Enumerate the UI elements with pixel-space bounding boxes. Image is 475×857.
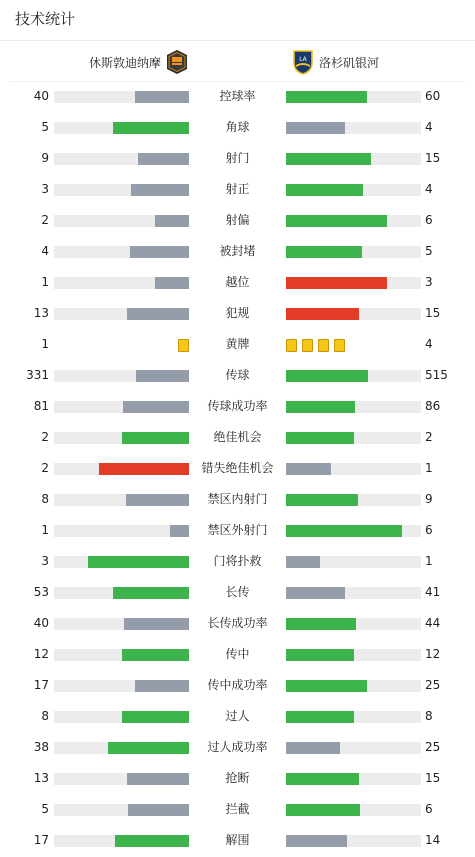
home-stat-bar-fill	[135, 680, 189, 692]
stat-label: 传中	[225, 647, 250, 661]
away-stat-bar-fill	[286, 711, 354, 723]
home-stat-bar	[54, 122, 189, 134]
home-stat-bar-fill	[127, 773, 189, 785]
stat-label: 门将扑救	[213, 554, 262, 568]
stat-row	[0, 515, 475, 546]
page-title: 技术统计	[15, 10, 76, 28]
stat-row	[0, 143, 475, 174]
stat-row	[0, 205, 475, 236]
away-stat-bar	[286, 742, 421, 754]
stat-label: 角球	[225, 120, 250, 134]
home-stat-bar-fill	[155, 277, 189, 289]
away-stat-value: 2	[425, 430, 433, 444]
stat-row	[0, 484, 475, 515]
stat-row	[0, 639, 475, 670]
stat-row	[0, 174, 475, 205]
away-stat-bar-fill	[286, 184, 363, 196]
home-stat-bar	[54, 680, 189, 692]
stat-label: 传球成功率	[207, 399, 268, 413]
away-stat-bar	[286, 308, 421, 320]
away-stat-bar	[286, 215, 421, 227]
away-stat-bar	[286, 587, 421, 599]
away-stat-value: 4	[425, 120, 433, 134]
stat-row	[0, 298, 475, 329]
away-stat-bar	[286, 122, 421, 134]
home-team-name: 休斯敦迪纳摩	[89, 55, 162, 70]
home-stat-value: 5	[41, 802, 49, 816]
home-stat-bar	[54, 649, 189, 661]
home-stat-bar-fill	[128, 804, 189, 816]
away-stat-value: 25	[425, 740, 441, 754]
away-stat-bar	[286, 835, 421, 847]
home-stat-value: 17	[33, 833, 49, 847]
home-stat-bar-fill	[113, 587, 189, 599]
stat-label: 抢断	[225, 771, 250, 785]
home-stat-value: 12	[33, 647, 49, 661]
stat-row	[0, 794, 475, 825]
away-stat-bar-fill	[286, 153, 371, 165]
away-stat-value: 6	[425, 523, 433, 537]
away-stat-bar-fill	[286, 649, 354, 661]
stat-row	[0, 422, 475, 453]
svg-text:LA: LA	[299, 56, 307, 63]
away-stat-bar	[286, 556, 421, 568]
stat-label: 传球	[225, 368, 250, 382]
away-stat-bar	[286, 246, 421, 258]
stat-row	[0, 763, 475, 794]
stat-row	[0, 577, 475, 608]
stat-label: 控球率	[219, 89, 256, 103]
home-stat-bar	[54, 91, 189, 103]
stat-row	[0, 825, 475, 856]
home-stat-bar	[54, 618, 189, 630]
home-stat-bar-fill	[123, 401, 189, 413]
home-stat-value: 13	[33, 771, 49, 785]
home-stat-bar-fill	[135, 91, 189, 103]
home-stat-bar	[54, 153, 189, 165]
yellow-card-icon	[318, 339, 329, 352]
away-stat-value: 12	[425, 647, 441, 661]
away-team-name: 洛杉矶银河	[319, 55, 380, 70]
stat-label: 长传成功率	[207, 616, 268, 630]
home-stat-value: 3	[41, 554, 49, 568]
home-stat-value: 38	[33, 740, 49, 754]
away-yellow-cards	[286, 339, 350, 351]
home-stat-bar	[54, 494, 189, 506]
home-stat-bar	[54, 835, 189, 847]
home-stat-value: 5	[41, 120, 49, 134]
away-team[interactable]	[292, 48, 379, 76]
yellow-card-icon	[302, 339, 313, 352]
stat-label: 绝佳机会	[213, 430, 262, 444]
home-stat-bar	[54, 556, 189, 568]
away-stat-bar-fill	[286, 91, 367, 103]
stat-label: 错失绝佳机会	[201, 461, 274, 475]
home-stat-value: 9	[41, 151, 49, 165]
away-stat-value: 44	[425, 616, 441, 630]
home-stat-bar-fill	[122, 711, 190, 723]
away-stat-value: 15	[425, 771, 441, 785]
home-stat-bar-fill	[131, 184, 189, 196]
home-stat-value: 2	[41, 461, 49, 475]
away-stat-bar	[286, 494, 421, 506]
stat-row	[0, 670, 475, 701]
stat-row	[0, 81, 475, 112]
home-stat-value: 2	[41, 213, 49, 227]
home-stat-value: 8	[41, 709, 49, 723]
away-stat-bar-fill	[286, 463, 331, 475]
home-stat-bar-fill	[108, 742, 189, 754]
away-stat-value: 9	[425, 492, 433, 506]
away-stat-bar	[286, 91, 421, 103]
home-stat-bar-fill	[124, 618, 189, 630]
away-stat-bar-fill	[286, 835, 347, 847]
away-stat-bar-fill	[286, 401, 355, 413]
away-stat-bar	[286, 277, 421, 289]
away-stat-bar	[286, 680, 421, 692]
home-stat-bar	[54, 215, 189, 227]
home-stat-bar	[54, 587, 189, 599]
home-stat-value: 13	[33, 306, 49, 320]
away-stat-bar	[286, 525, 421, 537]
stat-label: 黄牌	[225, 337, 250, 351]
home-stat-value: 2	[41, 430, 49, 444]
stat-label: 犯规	[225, 306, 250, 320]
away-stat-bar-fill	[286, 742, 340, 754]
la-galaxy-crest-icon	[292, 49, 314, 75]
home-stat-value: 1	[41, 337, 49, 351]
home-stat-bar-fill	[122, 649, 190, 661]
home-stat-bar-fill	[115, 835, 189, 847]
stat-label: 过人成功率	[207, 740, 268, 754]
stat-row	[0, 329, 475, 360]
away-stat-bar-fill	[286, 773, 359, 785]
stat-label: 被封堵	[219, 244, 256, 258]
home-stat-bar	[54, 370, 189, 382]
away-stat-value: 3	[425, 275, 433, 289]
home-stat-value: 81	[33, 399, 49, 413]
home-stat-bar	[54, 804, 189, 816]
away-stat-value: 41	[425, 585, 441, 599]
home-stat-bar-fill	[138, 153, 189, 165]
away-stat-bar-fill	[286, 804, 360, 816]
away-stat-bar-fill	[286, 680, 367, 692]
away-stat-bar	[286, 153, 421, 165]
stat-row	[0, 701, 475, 732]
home-stat-value: 1	[41, 275, 49, 289]
away-stat-bar	[286, 773, 421, 785]
home-stat-bar-fill	[99, 463, 189, 475]
home-stat-value: 331	[26, 368, 49, 382]
home-team[interactable]	[89, 48, 188, 76]
home-stat-value: 8	[41, 492, 49, 506]
title-divider	[0, 40, 475, 41]
away-stat-bar-fill	[286, 122, 345, 134]
stat-label: 射门	[225, 151, 250, 165]
away-stat-bar	[286, 370, 421, 382]
away-stat-bar-fill	[286, 308, 359, 320]
away-stat-bar	[286, 463, 421, 475]
stat-label: 射正	[225, 182, 250, 196]
away-stat-value: 86	[425, 399, 441, 413]
home-stat-value: 17	[33, 678, 49, 692]
away-stat-value: 4	[425, 182, 433, 196]
home-stat-value: 53	[33, 585, 49, 599]
stat-label: 解围	[225, 833, 250, 847]
stat-row	[0, 112, 475, 143]
stat-row	[0, 267, 475, 298]
away-stat-bar	[286, 401, 421, 413]
away-stat-value: 6	[425, 802, 433, 816]
home-stat-bar	[54, 184, 189, 196]
home-yellow-cards	[173, 339, 189, 351]
stat-row	[0, 236, 475, 267]
away-stat-bar	[286, 184, 421, 196]
home-stat-bar-fill	[113, 122, 189, 134]
away-stat-value: 515	[425, 368, 448, 382]
stat-label: 拦截	[225, 802, 250, 816]
stat-row	[0, 391, 475, 422]
stat-row	[0, 360, 475, 391]
away-stat-bar-fill	[286, 525, 402, 537]
away-stat-value: 60	[425, 89, 441, 103]
home-stat-value: 1	[41, 523, 49, 537]
home-stat-bar-fill	[126, 494, 189, 506]
home-stat-bar-fill	[127, 308, 189, 320]
home-stat-bar	[54, 246, 189, 258]
away-stat-bar	[286, 618, 421, 630]
home-stat-value: 4	[41, 244, 49, 258]
home-stat-bar	[54, 463, 189, 475]
away-stat-value: 15	[425, 151, 441, 165]
away-stat-bar	[286, 804, 421, 816]
home-stat-bar	[54, 525, 189, 537]
home-stat-bar-fill	[122, 432, 190, 444]
home-stat-value: 3	[41, 182, 49, 196]
yellow-card-icon	[178, 339, 189, 352]
stat-label: 禁区外射门	[207, 523, 268, 537]
yellow-card-icon	[286, 339, 297, 352]
home-stat-bar-fill	[130, 246, 189, 258]
home-stat-bar	[54, 277, 189, 289]
away-stat-bar-fill	[286, 432, 354, 444]
away-stat-value: 1	[425, 554, 433, 568]
home-stat-bar-fill	[88, 556, 189, 568]
home-stat-bar	[54, 711, 189, 723]
away-stat-value: 8	[425, 709, 433, 723]
away-stat-bar	[286, 432, 421, 444]
away-stat-bar-fill	[286, 556, 320, 568]
away-stat-value: 6	[425, 213, 433, 227]
home-stat-bar-fill	[155, 215, 189, 227]
home-stat-bar-fill	[170, 525, 189, 537]
away-stat-value: 14	[425, 833, 441, 847]
stat-row	[0, 732, 475, 763]
stat-label: 射偏	[225, 213, 250, 227]
home-stat-bar	[54, 308, 189, 320]
stat-label: 传中成功率	[207, 678, 268, 692]
away-stat-bar	[286, 711, 421, 723]
away-stat-value: 25	[425, 678, 441, 692]
stat-label: 越位	[225, 275, 250, 289]
away-stat-value: 15	[425, 306, 441, 320]
stat-row	[0, 608, 475, 639]
home-stat-value: 40	[33, 616, 49, 630]
away-stat-bar	[286, 649, 421, 661]
home-stat-bar	[54, 432, 189, 444]
away-stat-bar-fill	[286, 246, 362, 258]
stat-label: 禁区内射门	[207, 492, 268, 506]
away-stat-value: 5	[425, 244, 433, 258]
home-stat-value: 40	[33, 89, 49, 103]
away-stat-bar-fill	[286, 370, 368, 382]
home-stat-bar-fill	[136, 370, 189, 382]
home-stat-bar	[54, 742, 189, 754]
away-stat-bar-fill	[286, 215, 387, 227]
stat-row	[0, 453, 475, 484]
away-stat-value: 4	[425, 337, 433, 351]
away-stat-bar-fill	[286, 277, 387, 289]
away-stat-value: 1	[425, 461, 433, 475]
away-stat-bar-fill	[286, 587, 345, 599]
away-stat-bar-fill	[286, 494, 358, 506]
stats-list	[0, 81, 475, 856]
houston-dynamo-crest-icon	[166, 49, 188, 75]
away-stat-bar-fill	[286, 618, 356, 630]
yellow-card-icon	[334, 339, 345, 352]
home-stat-bar	[54, 773, 189, 785]
stat-row	[0, 546, 475, 577]
stat-label: 过人	[225, 709, 250, 723]
stat-label: 长传	[225, 585, 250, 599]
home-stat-bar	[54, 401, 189, 413]
